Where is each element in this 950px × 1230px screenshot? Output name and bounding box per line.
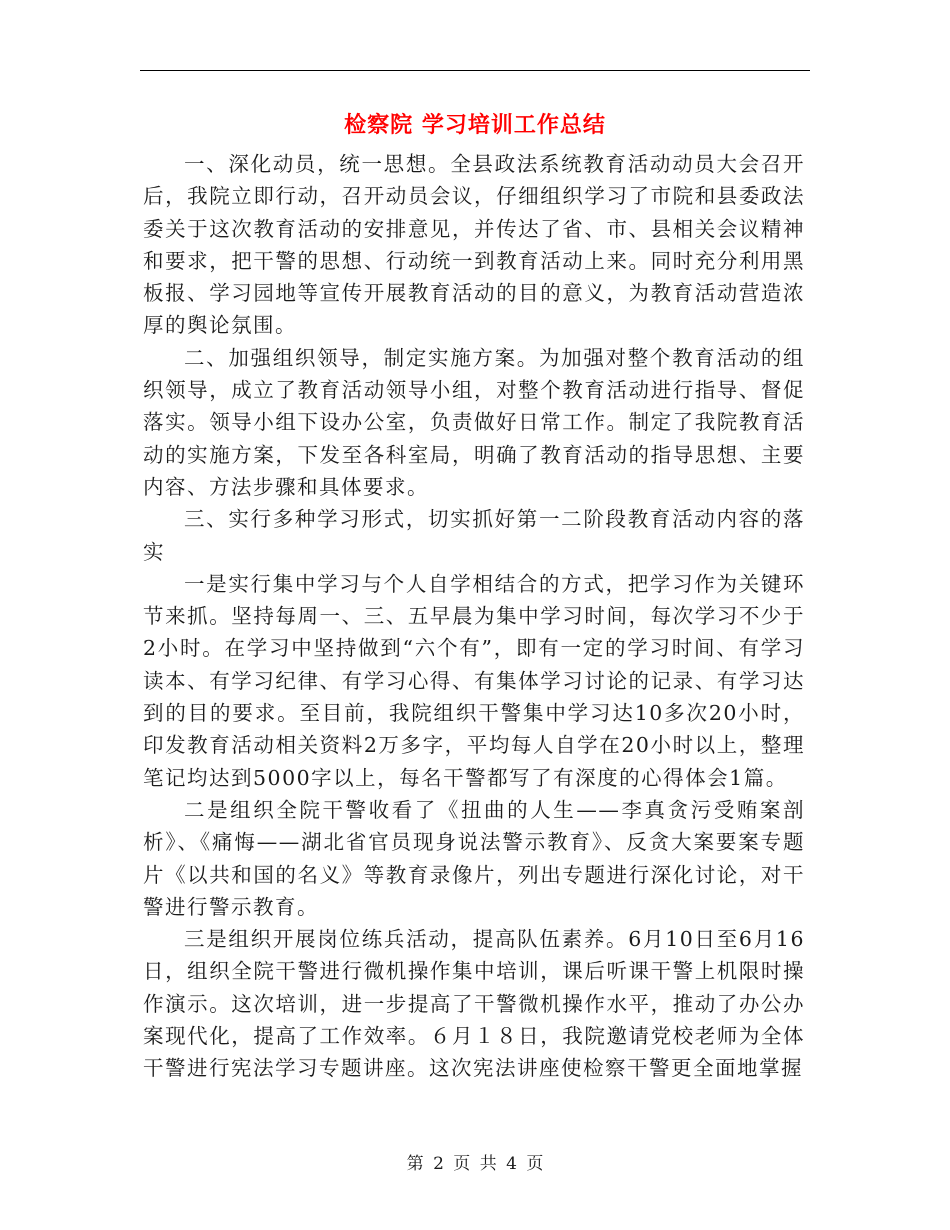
- page-footer: 第 2 页 共 4 页: [406, 1154, 544, 1174]
- paragraph-1: 一、深化动员，统一思想。全县政法系统教育活动动员大会召开后，我院立即行动，召开动员会议，仔细组织学习了市院和县委政法委关于这次教育活动的安排意见，并传达了省、市、县相关会议精神和要求，把干警的思想、行动统一到教育活动上来。同时充分利用黑板报、学习园地等宣传开展教育活动的目的意义，为教育活动营造浓厚的舆论氛围。: [143, 152, 805, 338]
- paragraph-3: 三、实行多种学习形式，切实抓好第一二阶段教育活动内容的落实: [143, 507, 805, 564]
- document-title: 检察院 学习培训工作总结: [344, 112, 606, 138]
- paragraph-6: 三是组织开展岗位练兵活动，提高队伍素养。6月10日至6月16日，组织全院干警进行微机操作集中培训，课后听课干警上机限时操作演示。这次培训，进一步提高了干警微机操作水平，推动了办公办案现代化，提高了工作效率。６月１８日，我院邀请党校老师为全体干警进行宪法学习专题讲座。这次宪法讲座使检察干警更全面地掌握: [143, 927, 805, 1081]
- paragraph-4: 一是实行集中学习与个人自学相结合的方式，把学习作为关键环节来抓。坚持每周一、三、五早晨为集中学习时间，每次学习不少于2小时。在学习中坚持做到“六个有”，即有一定的学习时间、有学习读本、有学习纪律、有学习心得、有集体学习讨论的记录、有学习达到的目的要求。至目前，我院组织干警集中学习达10多次20小时，印发教育活动相关资料2万多字，平均每人自学在20小时以上，整理笔记均达到5000字以上，每名干警都写了有深度的心得体会1篇。: [143, 571, 805, 790]
- header-rule: [140, 70, 810, 71]
- paragraph-5: 二是组织全院干警收看了《扭曲的人生——李真贪污受贿案剖析》、《痛悔——湖北省官员现身说法警示教育》、反贪大案要案专题片《以共和国的名义》等教育录像片，列出专题进行深化讨论，对干警进行警示教育。: [143, 797, 805, 919]
- document-body: [143, 148, 805, 1085]
- paragraph-2: 二、加强组织领导，制定实施方案。为加强对整个教育活动的组织领导，成立了教育活动领导小组，对整个教育活动进行指导、督促落实。领导小组下设办公室，负责做好日常工作。制定了我院教育活动的实施方案，下发至各科室局，明确了教育活动的指导思想、主要内容、方法步骤和具体要求。: [143, 345, 805, 499]
